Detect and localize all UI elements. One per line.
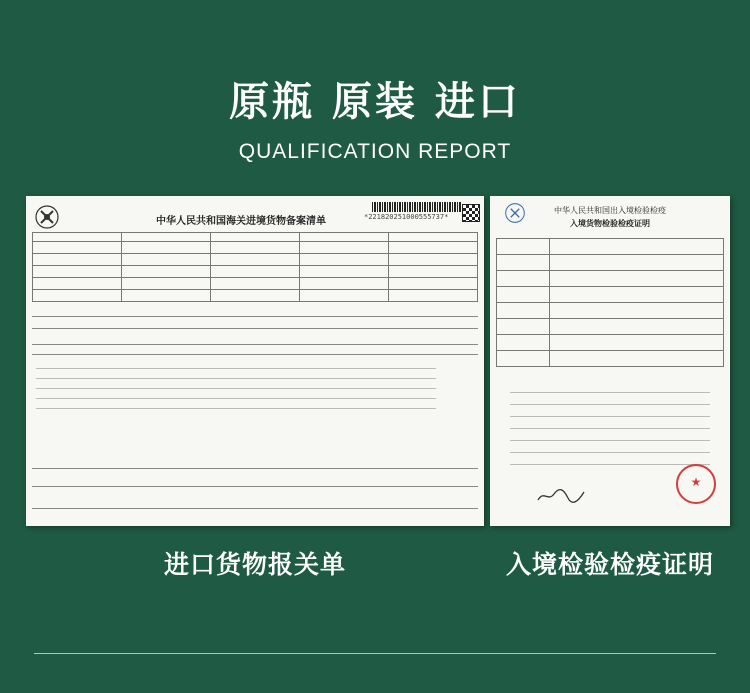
goods-line [36, 378, 436, 379]
goods-line [36, 388, 436, 389]
goods-table-header-rule [32, 354, 478, 355]
certificate-line [510, 416, 710, 417]
inspection-certificate-document [490, 196, 730, 526]
section-divider [32, 328, 478, 329]
section-divider [32, 486, 478, 487]
certificate-heading-line2: 入境货物检验检疫证明 [570, 219, 650, 228]
certificate-heading-line1: 中华人民共和国出入境检验检疫 [554, 206, 666, 215]
section-divider [32, 468, 478, 469]
goods-line [36, 408, 436, 409]
certificate-line [510, 452, 710, 453]
certificate-line [510, 392, 710, 393]
section-divider [32, 316, 478, 317]
qr-code [462, 204, 480, 222]
gold-divider [34, 653, 716, 654]
certificate-line [510, 428, 710, 429]
certificate-form-grid [496, 238, 724, 367]
customs-serial-number: *221820251000555737* [364, 213, 449, 221]
certificate-line [510, 404, 710, 405]
customs-declaration-caption: 进口货物报关单 [163, 550, 346, 579]
customs-emblem-icon [34, 204, 60, 230]
page-subtitle: QUALIFICATION REPORT [238, 140, 512, 163]
certificate-line [510, 464, 710, 465]
goods-line [36, 398, 436, 399]
customs-declaration-document [26, 196, 484, 526]
section-divider [32, 508, 478, 509]
declaration-form-grid [32, 232, 478, 302]
section-divider [32, 344, 478, 345]
goods-line [36, 368, 436, 369]
official-seal: ★ [676, 464, 716, 504]
inspection-certificate-caption: 入境检验检疫证明 [505, 550, 714, 579]
certificate-line [510, 440, 710, 441]
barcode [372, 202, 462, 212]
signature [536, 488, 586, 504]
customs-declaration-heading: 中华人民共和国海关进境货物备案清单 [156, 216, 326, 227]
page-title: 原瓶 原装 进口 [229, 79, 521, 125]
